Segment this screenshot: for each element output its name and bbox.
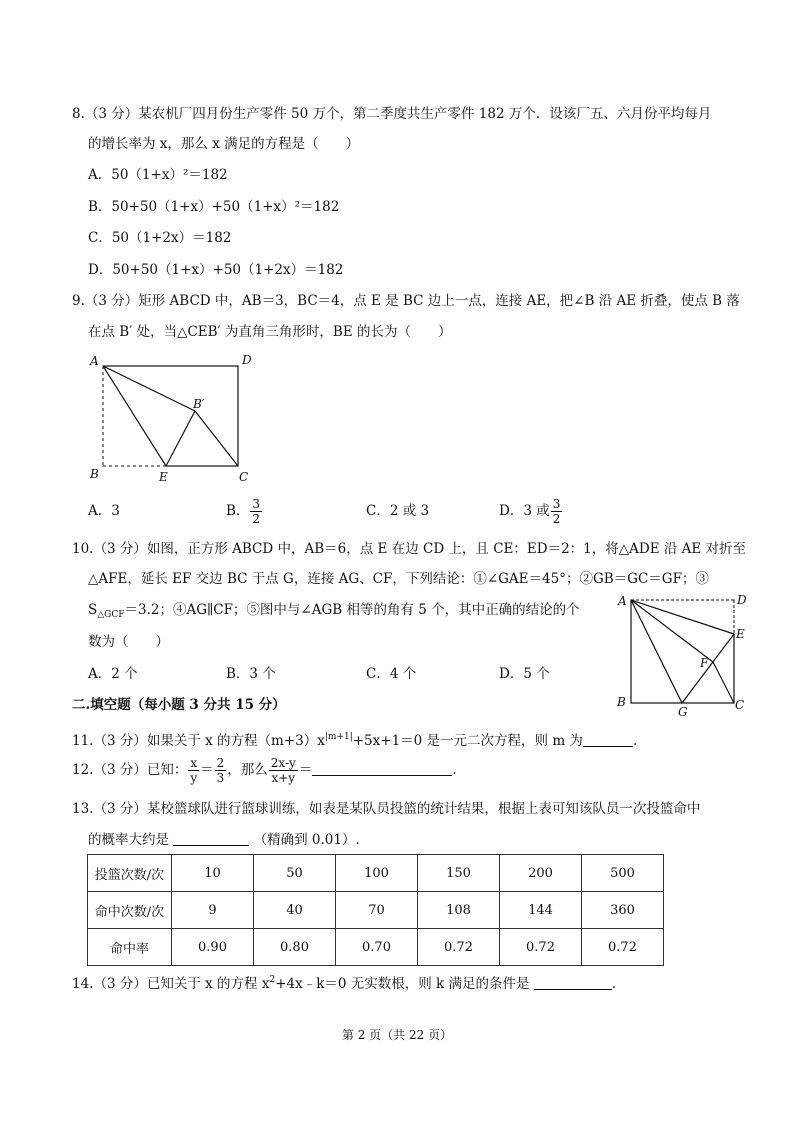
q10-label-f: F — [700, 656, 709, 670]
q9-label-e: E — [159, 470, 168, 484]
q10-option-a: A．2 个 — [88, 666, 138, 682]
q9-option-c: C．2 或 3 — [366, 503, 430, 519]
q9-option-d — [499, 494, 563, 528]
q9-option-d-prefix: D．3 或 — [499, 503, 550, 519]
q9-option-d-fraction: $\frac{3}{2}$ — [552, 497, 561, 526]
q12-answer-blank[interactable] — [312, 775, 452, 776]
q14-line: 14.（3 分）已知关于 x 的方程 $x^2+4x﹣k=0$ 无实数根，则 k 满足的条件是 . — [72, 975, 617, 992]
q10-line4: 数为（ ） — [88, 634, 169, 650]
q10-line1: 10.（3 分）如图，正方形 ABCD 中，AB＝6，点 E 在边 CD 上，且 CE：ED＝2：1，将△ADE 沿 AE 对折至 — [72, 541, 747, 557]
q10-option-d: D．5 个 — [499, 666, 550, 682]
table-row: 命中率 0.90 0.80 0.70 0.72 0.72 0.72 — [88, 929, 664, 966]
q10-option-c: C．4 个 — [366, 666, 417, 682]
q10-label-c: C — [735, 698, 745, 712]
q9-label-bprime: B′ — [193, 397, 205, 411]
q9-label-a: A — [90, 354, 99, 368]
q13-answer-blank[interactable] — [173, 845, 249, 846]
q10-label-a: A — [618, 594, 627, 608]
q13-line2: 的概率大约是 （精确到 0.01）. — [88, 832, 360, 848]
q9-label-b: B — [90, 467, 99, 481]
q9-option-b-fraction: $\frac{3}{2}$ — [252, 497, 261, 526]
q12-fraction-expr: $\frac{2x-y}{x+y}$ — [270, 756, 296, 785]
q10-square-figure — [614, 590, 754, 720]
q9-line1: 9.（3 分）矩形 ABCD 中，AB＝3，BC＝4，点 E 是 BC 边上一点，连接 AE，把∠B 沿 AE 折叠，使点 B 落 — [72, 293, 740, 309]
q9-rectangle-figure — [82, 350, 262, 490]
q10-line3: $S_{\triangle GCF}=3.2$；④AG∥CF；⑤图中与∠AGB 相等的角有 5 个，其中正确的结论的个 — [88, 602, 580, 620]
q11-answer-blank[interactable] — [583, 746, 633, 747]
q8-line1: 8.（3 分）某农机厂四月份生产零件 50 万个，第二季度共生产零件 182 万个．设该厂五、六月份平均每月 — [72, 106, 712, 122]
q9-option-b — [226, 494, 263, 528]
q8-option-d: D．50+50（1+x）+50（1+2x）＝182 — [88, 262, 344, 278]
table-row: 命中次数/次 9 40 70 108 144 360 — [88, 892, 664, 929]
q9-option-a: A．3 — [88, 503, 120, 519]
q11-line: 11.（3 分）如果关于 x 的方程$(m+3)x^{|m+1|}+5x+1=0$ 是一元二次方程，则 m 为 . — [72, 732, 638, 749]
q10-label-d: D — [737, 593, 747, 607]
q13-line1: 13.（3 分）某校篮球队进行篮球训练，如表是某队员投篮的统计结果，根据上表可知该队员一次投篮命中 — [72, 801, 701, 817]
shooting-stats-table — [87, 854, 664, 966]
q10-line2: △AFE，延长 EF 交边 BC 于点 G，连接 AG、CF，下列结论：①∠GAE＝45°；②GB＝GC＝GF；③ — [88, 571, 709, 587]
page-footer: 第 2 页（共 22 页） — [341, 1028, 453, 1042]
q12-fraction-23: $\frac{2}{3}$ — [216, 756, 225, 785]
q8-option-a: A．50（1+x）²＝182 — [88, 167, 228, 183]
q10-option-b: B．3 个 — [226, 666, 276, 682]
q12-fraction-xy: $\frac{x}{y}$ — [190, 756, 198, 785]
q14-answer-blank[interactable] — [534, 989, 612, 990]
q9-line2: 在点 B′ 处，当△CEB′ 为直角三角形时，BE 的长为（ ） — [88, 324, 452, 340]
section-heading: 二.填空题（每小题 3 分共 15 分） — [72, 697, 286, 713]
q10-label-g: G — [678, 705, 688, 719]
q8-line2: 的增长率为 x，那么 x 满足的方程是（ ） — [88, 136, 360, 152]
q10-label-e: E — [736, 627, 745, 641]
q8-option-b: B．50+50（1+x）+50（1+x）²＝182 — [88, 199, 340, 215]
q9-label-d: D — [242, 353, 252, 367]
q12-line: 12.（3 分）已知： $\frac{x}{y}$ ＝ $\frac{2}{3}$ ，那么 $\frac{2x-y}{x+y}$ ＝ . — [72, 756, 457, 785]
q9-option-b-prefix: B． — [226, 503, 250, 519]
q9-label-c: C — [239, 470, 249, 484]
table-row: 投篮次数/次 10 50 100 150 200 500 — [88, 855, 664, 892]
q8-option-c: C．50（1+2x）＝182 — [88, 230, 232, 246]
q10-label-b: B — [617, 695, 626, 709]
